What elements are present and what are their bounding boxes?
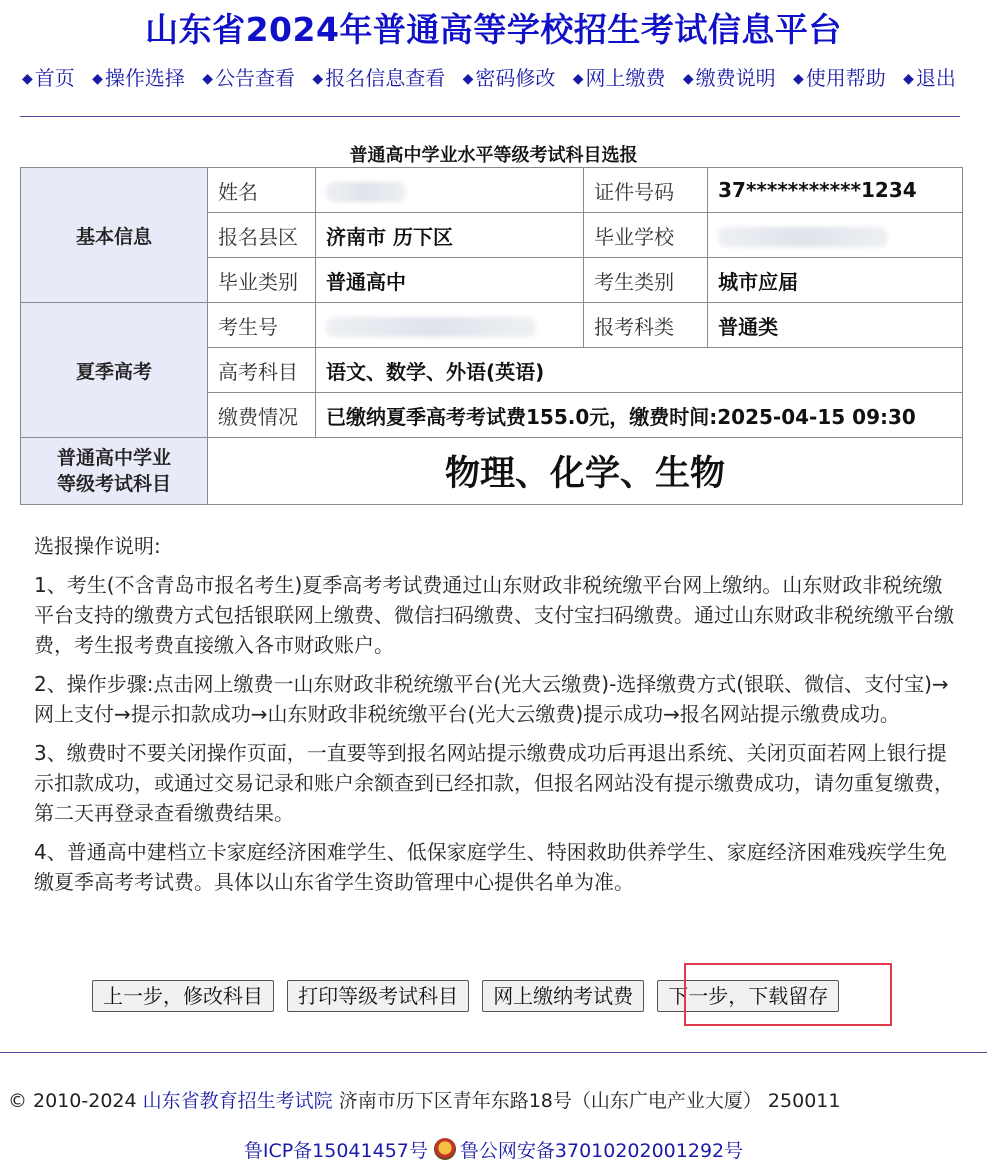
category-value: 普通类 bbox=[708, 303, 963, 348]
diamond-bullet-icon: ◆ bbox=[682, 71, 694, 87]
form-subtitle: 普通高中学业水平等级考试科目选报 bbox=[349, 145, 638, 166]
county-label: 报名县区 bbox=[208, 213, 316, 258]
top-nav bbox=[22, 62, 972, 91]
instructions-heading: 选报操作说明: bbox=[34, 534, 161, 558]
section-summer-exam: 夏季高考 bbox=[21, 303, 208, 438]
diamond-bullet-icon: ◆ bbox=[572, 71, 584, 87]
org-link[interactable]: 山东省教育招生考试院 bbox=[142, 1090, 333, 1112]
diamond-bullet-icon: ◆ bbox=[202, 71, 214, 87]
nav-payment-guide[interactable] bbox=[683, 66, 776, 90]
address-text: 济南市历下区青年东路18号（山东广电产业大厦） 250011 bbox=[338, 1090, 841, 1112]
exam-no-label: 考生号 bbox=[208, 303, 316, 348]
police-record-link[interactable]: 鲁公网安备37010202001292号 bbox=[459, 1140, 744, 1162]
redacted-mask bbox=[326, 182, 406, 202]
nav-label: 退出 bbox=[915, 66, 956, 90]
nav-label: 操作选择 bbox=[104, 66, 185, 90]
footer-record bbox=[0, 1136, 987, 1163]
section-grade-exam-line2: 等级考试科目 bbox=[56, 473, 171, 495]
exam-subjects-label: 高考科目 bbox=[208, 348, 316, 393]
instructions bbox=[34, 531, 954, 906]
icp-link[interactable]: 鲁ICP备15041457号 bbox=[243, 1140, 428, 1162]
footer-copyright bbox=[8, 1086, 983, 1113]
school-value-redacted bbox=[708, 213, 963, 258]
footer-divider bbox=[0, 1052, 987, 1053]
nav-help[interactable] bbox=[793, 66, 886, 90]
fee-label: 缴费情况 bbox=[208, 393, 316, 438]
section-grade-exam-line1: 普通高中学业 bbox=[56, 447, 171, 469]
instruction-item: 1、考生(不含青岛市报名考生)夏季高考考试费通过山东财政非税统缴平台网上缴纳。山东财政非税统缴平台支持的缴费方式包括银联网上缴费、微信扫码缴费、支付宝扫码缴费。通过山东财政非税统缴平台缴费，考生报考费直接缴入各市财政账户。 bbox=[34, 573, 954, 657]
nav-home[interactable] bbox=[22, 66, 75, 90]
candidate-type-value: 城市应届 bbox=[708, 258, 963, 303]
grad-type-value: 普通高中 bbox=[316, 258, 584, 303]
nav-change-password[interactable] bbox=[463, 66, 556, 90]
exam-subjects-value: 语文、数学、外语(英语) bbox=[316, 348, 963, 393]
police-badge-icon bbox=[434, 1138, 456, 1160]
section-grade-exam bbox=[21, 438, 208, 505]
school-label: 毕业学校 bbox=[584, 213, 708, 258]
nav-label: 首页 bbox=[34, 66, 75, 90]
diamond-bullet-icon: ◆ bbox=[312, 71, 324, 87]
id-value: 37***********1234 bbox=[708, 168, 963, 213]
category-label: 报考科类 bbox=[584, 303, 708, 348]
instruction-item: 3、缴费时不要关闭操作页面，一直要等到报名网站提示缴费成功后再退出系统、关闭页面若网上银行提示扣款成功，或通过交易记录和账户余额查到已经扣款，但报名网站没有提示缴费成功，请勿重复缴费，第二天再登录查看缴费结果。 bbox=[34, 741, 954, 825]
instruction-item: 2、操作步骤:点击网上缴费一山东财政非税统缴平台(光大云缴费)-选择缴费方式(银联、微信、支付宝)→网上支付→提示扣款成功→山东财政非税统缴平台(光大云缴费)提示成功→报名网站提示缴费成功。 bbox=[34, 672, 949, 726]
nav-label: 缴费说明 bbox=[695, 66, 776, 90]
county-value: 济南市 历下区 bbox=[316, 213, 584, 258]
nav-announcements[interactable] bbox=[202, 66, 295, 90]
nav-registration-info[interactable] bbox=[312, 66, 445, 90]
nav-logout[interactable] bbox=[903, 66, 956, 90]
online-pay-button[interactable]: 网上缴纳考试费 bbox=[482, 980, 644, 1012]
prev-step-button[interactable]: 上一步，修改科目 bbox=[92, 980, 274, 1012]
name-value-redacted bbox=[316, 168, 584, 213]
registration-info-table bbox=[20, 167, 963, 505]
redacted-mask bbox=[718, 227, 888, 247]
nav-label: 网上缴费 bbox=[585, 66, 666, 90]
diamond-bullet-icon: ◆ bbox=[792, 71, 804, 87]
nav-online-payment[interactable] bbox=[573, 66, 666, 90]
section-basic-info: 基本信息 bbox=[21, 168, 208, 303]
nav-operation-select[interactable] bbox=[92, 66, 185, 90]
name-label: 姓名 bbox=[208, 168, 316, 213]
diamond-bullet-icon: ◆ bbox=[22, 71, 33, 87]
exam-no-value-redacted bbox=[316, 303, 584, 348]
page-title: 山东省2024年普通高等学校招生考试信息平台 bbox=[145, 10, 842, 49]
id-label: 证件号码 bbox=[584, 168, 708, 213]
header-divider bbox=[20, 116, 960, 117]
nav-label: 公告查看 bbox=[215, 66, 296, 90]
nav-label: 密码修改 bbox=[475, 66, 556, 90]
nav-label: 报名信息查看 bbox=[325, 66, 446, 90]
next-step-download-button[interactable]: 下一步，下载留存 bbox=[657, 980, 839, 1012]
instruction-item: 4、普通高中建档立卡家庭经济困难学生、低保家庭学生、特困救助供养学生、家庭经济困难残疾学生免缴夏季高考考试费。具体以山东省学生资助管理中心提供名单为准。 bbox=[34, 840, 947, 894]
diamond-bullet-icon: ◆ bbox=[462, 71, 474, 87]
grad-type-label: 毕业类别 bbox=[208, 258, 316, 303]
fee-value: 已缴纳夏季高考考试费155.0元，缴费时间:2025-04-15 09:30 bbox=[316, 393, 963, 438]
copyright-text: © 2010-2024 bbox=[8, 1090, 137, 1112]
diamond-bullet-icon: ◆ bbox=[92, 71, 103, 87]
print-subjects-button[interactable]: 打印等级考试科目 bbox=[287, 980, 469, 1012]
action-buttons bbox=[92, 980, 847, 1014]
diamond-bullet-icon: ◆ bbox=[903, 71, 914, 87]
grade-exam-subjects: 物理、化学、生物 bbox=[208, 438, 963, 505]
nav-label: 使用帮助 bbox=[805, 66, 886, 90]
candidate-type-label: 考生类别 bbox=[584, 258, 708, 303]
redacted-mask bbox=[326, 317, 536, 337]
